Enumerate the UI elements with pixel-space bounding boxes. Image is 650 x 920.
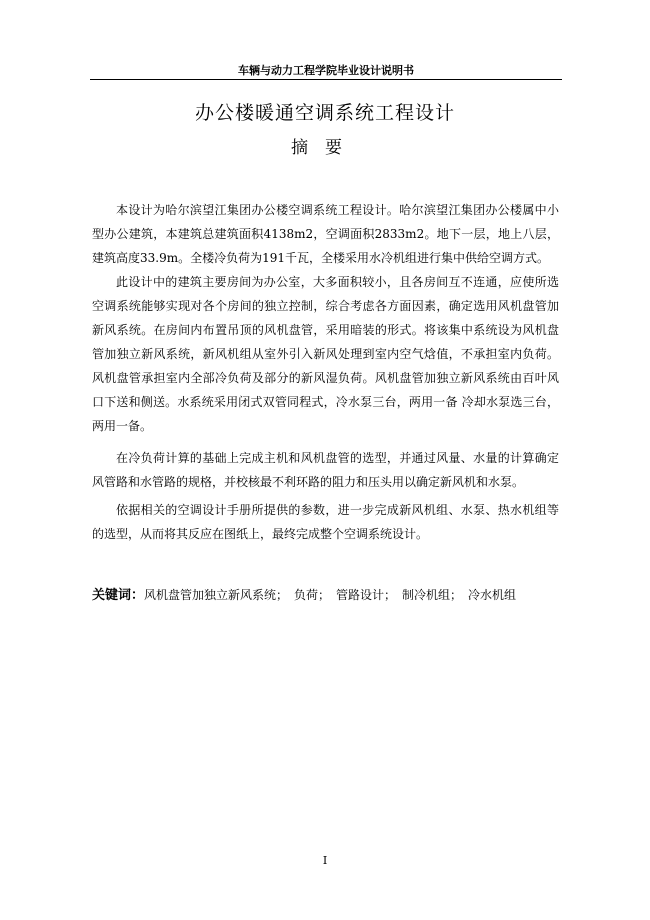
abstract-paragraph-1: 本设计为哈尔滨望江集团办公楼空调系统工程设计。哈尔滨望江集团办公楼属中小型办公建筑，本建筑总建筑面积4138m2，空调面积2833m2。地下一层，地上八层，建筑高度33.9m。全楼冷负荷为191千瓦，全楼采用水冷机组进行集中供给空调方式。	[92, 203, 559, 265]
abstract-heading-text: 摘要	[291, 138, 359, 158]
abstract-body	[92, 198, 559, 546]
abstract-paragraph-2: 此设计中的建筑主要房间为办公室，大多面积较小，且各房间互不连通，应使所选空调系统能够实现对各个房间的独立控制，综合考虑各方面因素，确定选用风机盘管加新风系统。在房间内布置吊顶的风机盘管，采用暗装的形式。将该集中系统设为风机盘管加独立新风系统，新风机组从室外引入新风处理到室内空气焓值，不承担室内负荷。风机盘管承担室内全部冷负荷及部分的新风湿负荷。风机盘管加独立新风系统由百叶风口下送和侧送。水系统采用闭式双管同程式，冷水泵三台，两用一备 冷却水泵选三台，两用一备。	[92, 275, 559, 433]
keywords-line	[92, 584, 572, 603]
document-title: 办公楼暖通空调系统工程设计	[194, 102, 455, 124]
abstract-paragraph-3: 在冷负荷计算的基础上完成主机和风机盘管的选型，并通过风量、水量的计算确定风管路和水管路的规格，并校核最不利环路的阻力和压头用以确定新风机和水泵。	[92, 451, 559, 489]
page-header: 车辆与动力工程学院毕业设计说明书	[238, 64, 414, 77]
keywords-text: 风机盘管加独立新风系统； 负荷； 管路设计； 制冷机组； 冷水机组	[144, 588, 517, 602]
page-number: I	[322, 854, 328, 867]
abstract-heading	[0, 133, 650, 158]
keywords-label: 关键词：	[92, 588, 145, 603]
abstract-paragraph-4: 依据相关的空调设计手册所提供的参数，进一步完成新风机组、水泵、热水机组等的选型，从而将其反应在图纸上，最终完成整个空调系统设计。	[92, 503, 559, 541]
header-rule	[90, 79, 562, 80]
